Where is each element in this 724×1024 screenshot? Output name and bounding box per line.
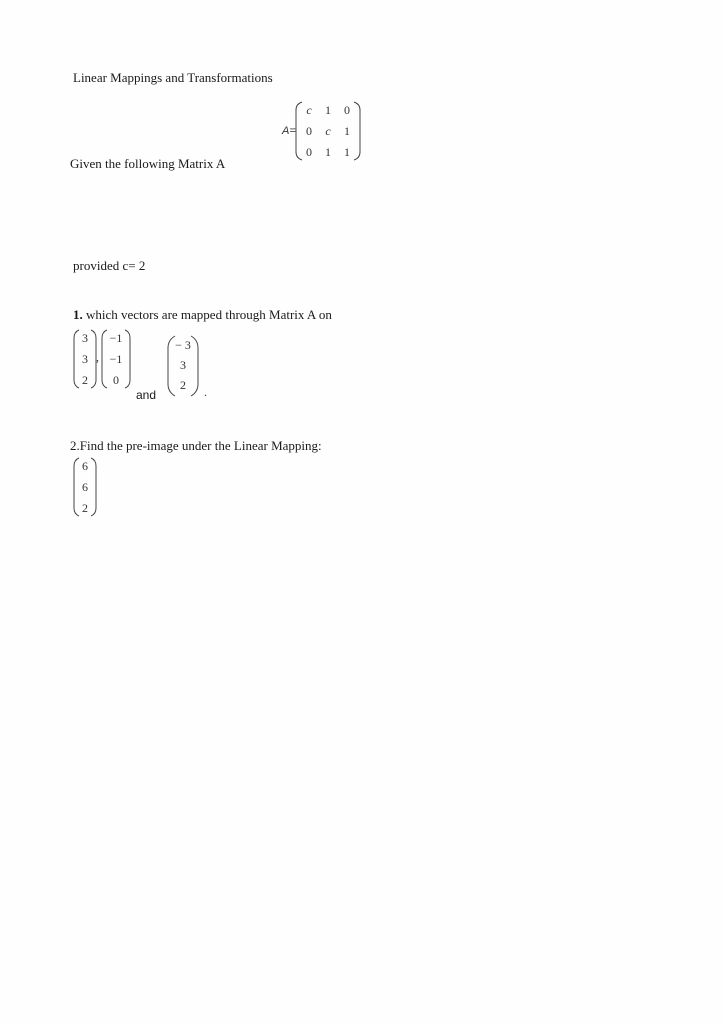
preimage-vector xyxy=(72,456,98,518)
vector-3-cell: 2 xyxy=(180,378,186,392)
matrix-a-label: A= xyxy=(282,125,296,137)
vector-2-cell: −1 xyxy=(109,331,123,345)
question-1-number: 1. xyxy=(73,307,83,322)
vector-2 xyxy=(100,328,132,390)
given-text: Given the following Matrix A xyxy=(70,156,226,171)
document-title: Linear Mappings and Transformations xyxy=(73,70,273,85)
matrix-a-cell: 0 xyxy=(344,103,350,117)
question-2-text: 2.Find the pre-image under the Linear Mapping: xyxy=(70,438,322,453)
preimage-vector-cell: 6 xyxy=(82,459,88,473)
matrix-a-cell: c xyxy=(325,124,331,138)
matrix-a-cell: 1 xyxy=(344,124,350,138)
matrix-a-cell: 0 xyxy=(306,145,312,159)
preimage-vector-cell: 6 xyxy=(82,480,88,494)
vector-1 xyxy=(72,328,98,390)
vector-3-cell: − 3 xyxy=(175,338,191,352)
vector-2-cell: 0 xyxy=(113,373,119,387)
matrix-a-cell: 1 xyxy=(344,145,350,159)
vector-1-cell: 3 xyxy=(82,352,88,366)
preimage-vector-cell: 2 xyxy=(82,501,88,515)
question-1-text: which vectors are mapped through Matrix A on xyxy=(86,307,332,322)
vector-3 xyxy=(166,334,200,398)
matrix-a-cell: 1 xyxy=(325,103,331,117)
provided-text: provided c= 2 xyxy=(73,258,146,273)
vector-2-cell: −1 xyxy=(109,352,123,366)
vector-3-cell: 3 xyxy=(180,358,186,372)
vector-1-cell: 3 xyxy=(82,331,88,345)
matrix-a-cell: 1 xyxy=(325,145,331,159)
question-1 xyxy=(73,307,332,323)
vector-separator: , xyxy=(96,350,99,364)
vector-1-cell: 2 xyxy=(82,373,88,387)
matrix-a xyxy=(294,100,362,162)
and-text: and xyxy=(136,388,157,402)
question-1-period: . xyxy=(204,385,207,399)
matrix-a-cell: c xyxy=(306,103,312,117)
matrix-a-cell: 0 xyxy=(306,124,312,138)
